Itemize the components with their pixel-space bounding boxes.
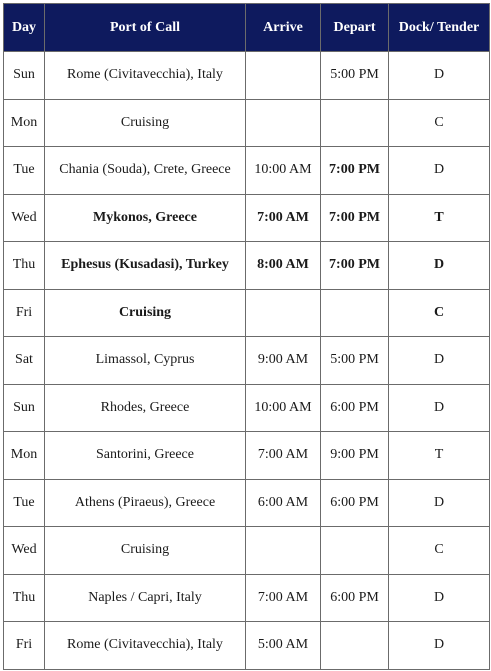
port-cell: Rome (Civitavecchia), Italy [45, 622, 246, 670]
port-cell: Cruising [45, 527, 246, 575]
dock-cell: C [389, 527, 490, 575]
depart-cell: 5:00 PM [321, 337, 389, 385]
dock-cell: T [389, 432, 490, 480]
dock-cell: D [389, 52, 490, 100]
arrive-cell: 7:00 AM [246, 194, 321, 242]
port-cell: Ephesus (Kusadasi), Turkey [45, 242, 246, 290]
day-cell: Sun [4, 384, 45, 432]
header-dock-tender: Dock/ Tender [389, 4, 490, 52]
dock-cell: C [389, 99, 490, 147]
arrive-cell: 10:00 AM [246, 384, 321, 432]
table-row [4, 289, 490, 337]
header-arrive: Arrive [246, 4, 321, 52]
header-port: Port of Call [45, 4, 246, 52]
day-cell: Tue [4, 147, 45, 195]
day-cell: Thu [4, 242, 45, 290]
port-cell: Naples / Capri, Italy [45, 574, 246, 622]
header-depart: Depart [321, 4, 389, 52]
table-row [4, 242, 490, 290]
port-cell: Chania (Souda), Crete, Greece [45, 147, 246, 195]
dock-cell: D [389, 384, 490, 432]
port-cell: Rome (Civitavecchia), Italy [45, 52, 246, 100]
table-row [4, 479, 490, 527]
day-cell: Wed [4, 527, 45, 575]
port-cell: Rhodes, Greece [45, 384, 246, 432]
arrive-cell: 5:00 AM [246, 622, 321, 670]
depart-cell: 7:00 PM [321, 147, 389, 195]
day-cell: Mon [4, 99, 45, 147]
day-cell: Wed [4, 194, 45, 242]
arrive-cell: 7:00 AM [246, 574, 321, 622]
depart-cell [321, 527, 389, 575]
port-cell: Athens (Piraeus), Greece [45, 479, 246, 527]
table-row [4, 147, 490, 195]
arrive-cell [246, 52, 321, 100]
port-cell: Mykonos, Greece [45, 194, 246, 242]
table-row [4, 99, 490, 147]
arrive-cell [246, 527, 321, 575]
header-day: Day [4, 4, 45, 52]
depart-cell: 9:00 PM [321, 432, 389, 480]
table-row [4, 527, 490, 575]
table-row [4, 432, 490, 480]
dock-cell: T [389, 194, 490, 242]
depart-cell [321, 622, 389, 670]
dock-cell: D [389, 242, 490, 290]
dock-cell: C [389, 289, 490, 337]
table-row [4, 52, 490, 100]
day-cell: Thu [4, 574, 45, 622]
dock-cell: D [389, 479, 490, 527]
day-cell: Mon [4, 432, 45, 480]
arrive-cell: 7:00 AM [246, 432, 321, 480]
port-cell: Cruising [45, 99, 246, 147]
table-row [4, 622, 490, 670]
day-cell: Fri [4, 622, 45, 670]
dock-cell: D [389, 147, 490, 195]
arrive-cell: 10:00 AM [246, 147, 321, 195]
table-row [4, 574, 490, 622]
dock-cell: D [389, 622, 490, 670]
depart-cell: 7:00 PM [321, 194, 389, 242]
depart-cell: 6:00 PM [321, 574, 389, 622]
day-cell: Sat [4, 337, 45, 385]
dock-cell: D [389, 337, 490, 385]
depart-cell: 7:00 PM [321, 242, 389, 290]
arrive-cell: 9:00 AM [246, 337, 321, 385]
arrive-cell [246, 99, 321, 147]
depart-cell: 5:00 PM [321, 52, 389, 100]
port-cell: Cruising [45, 289, 246, 337]
port-cell: Santorini, Greece [45, 432, 246, 480]
day-cell: Fri [4, 289, 45, 337]
arrive-cell: 6:00 AM [246, 479, 321, 527]
port-cell: Limassol, Cyprus [45, 337, 246, 385]
dock-cell: D [389, 574, 490, 622]
day-cell: Sun [4, 52, 45, 100]
table-row [4, 337, 490, 385]
day-cell: Tue [4, 479, 45, 527]
itinerary-table [3, 3, 490, 670]
depart-cell [321, 289, 389, 337]
arrive-cell: 8:00 AM [246, 242, 321, 290]
header-row [4, 4, 490, 52]
table-row [4, 194, 490, 242]
depart-cell [321, 99, 389, 147]
depart-cell: 6:00 PM [321, 479, 389, 527]
table-row [4, 384, 490, 432]
depart-cell: 6:00 PM [321, 384, 389, 432]
arrive-cell [246, 289, 321, 337]
